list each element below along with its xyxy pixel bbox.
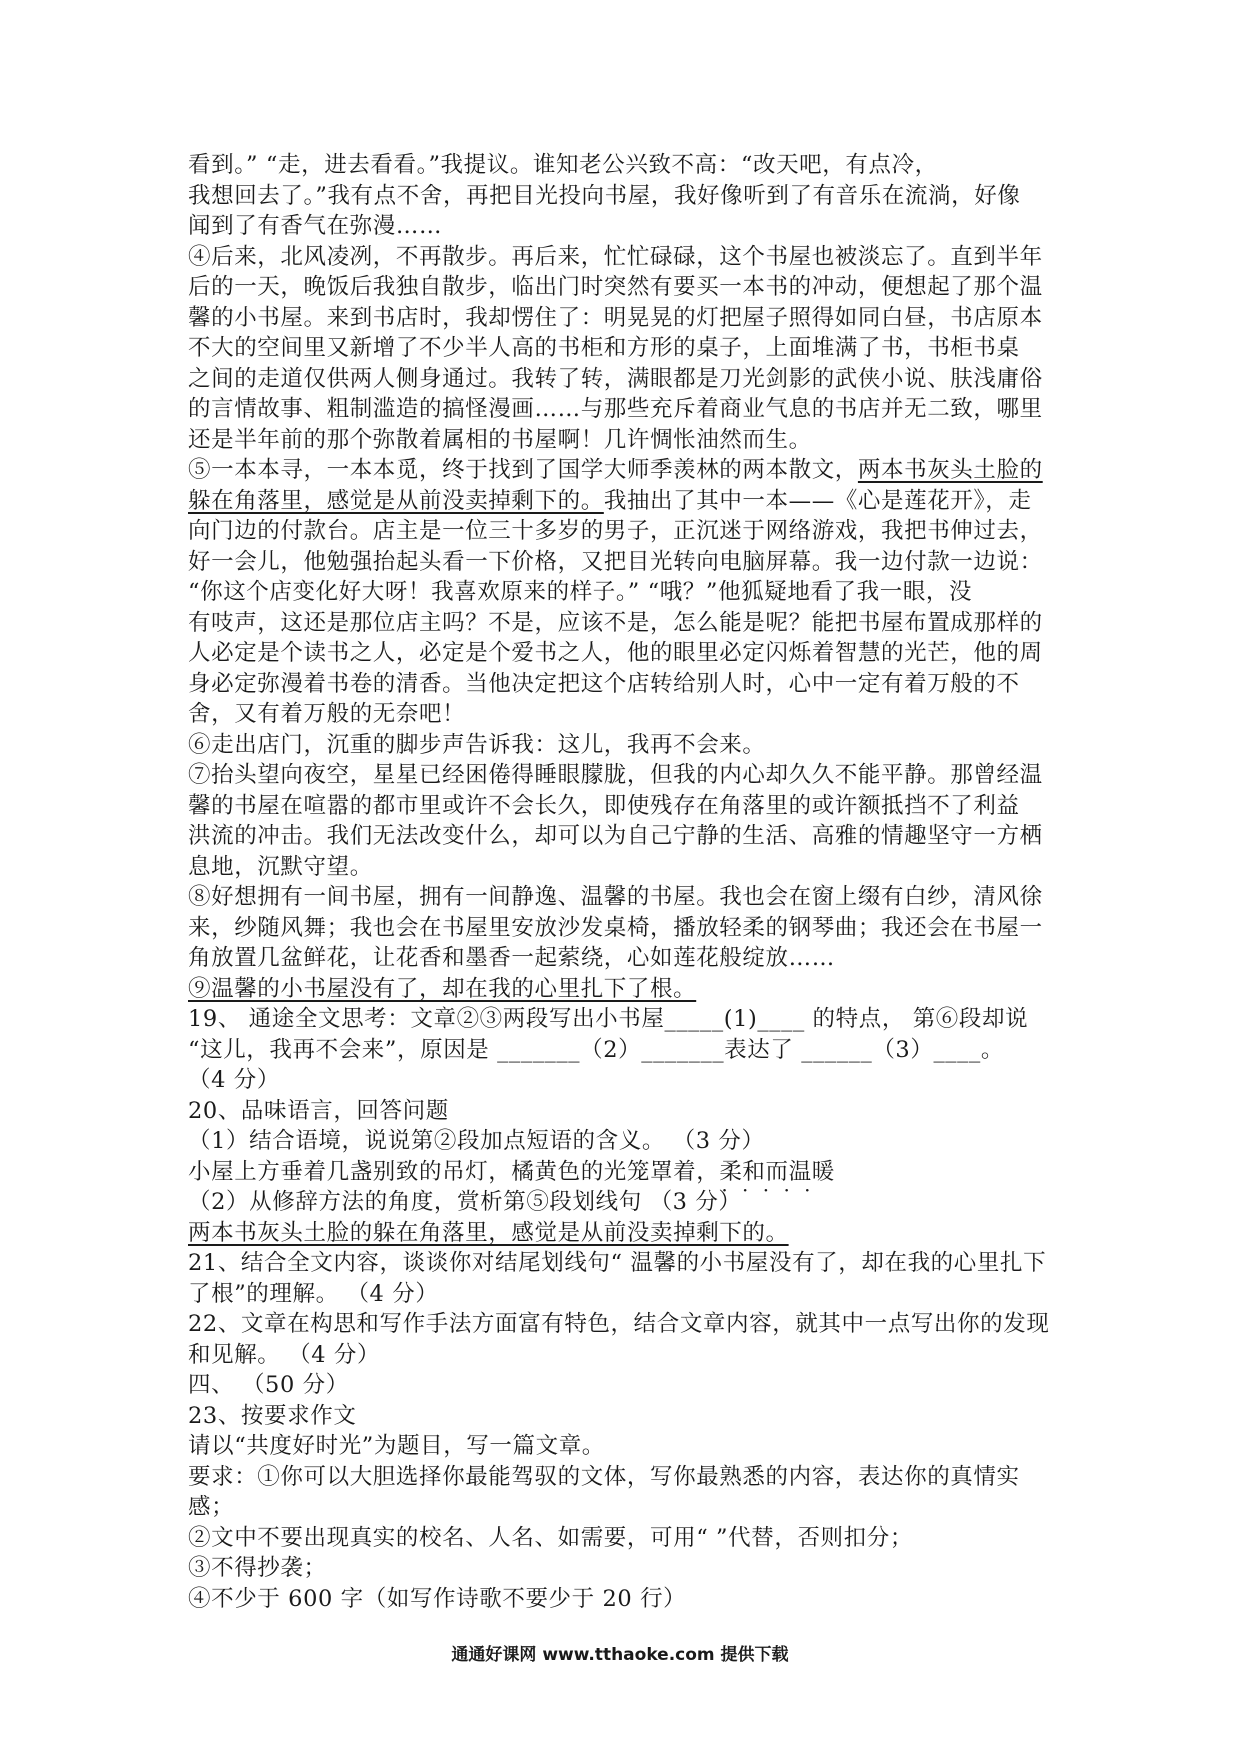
section-4-heading: 四、 （50 分） (188, 1372, 349, 1398)
question-19-score: （4 分） (188, 1067, 280, 1093)
text-line: 看到。” “走，进去看看。”我提议。谁知老公兴致不高：“改天吧，有点冷， (188, 152, 938, 178)
paragraph-5-line (188, 455, 1060, 486)
requirement-1: 要求：①你可以大胆选择你最能驾驭的文体，写你最熟悉的内容，表达你的真情实 (188, 1463, 1020, 1490)
text-line: 来，纱随风舞；我也会在书屋里安放沙发桌椅，播放轻柔的钢琴曲；我还会在书屋一 (188, 914, 1043, 941)
paragraph-8-line: ⑧好想拥有一间书屋，拥有一间静逸、温馨的书屋。我也会在窗上缀有白纱，清风徐 (188, 884, 1043, 910)
text-line: 舍，又有着万般的无奈吧！ (188, 701, 466, 727)
essay-topic: 请以“共度好时光”为题目，写一篇文章。 (188, 1433, 605, 1459)
paragraph-9-line (188, 974, 1060, 1005)
text-span: 我抽出了其中一本——《心是莲花开》，走 (603, 487, 1032, 514)
text-line: 不大的空间里又新增了不少半人高的书柜和方形的桌子，上面堆满了书，书柜书桌 (188, 335, 1020, 361)
text-line (188, 486, 1060, 517)
question-22: 22、文章在构思和写作手法方面富有特色，结合文章内容，就其中一点写出你的发现 (188, 1311, 1050, 1337)
question-20: 20、品味语言，回答问题 (188, 1097, 449, 1124)
requirement-3: ③不得抄袭； (188, 1555, 327, 1581)
requirement-2: ②文中不要出现真实的校名、人名、如需要，可用“ ”代替，否则扣分； (188, 1524, 913, 1551)
question-20-1-quote (188, 1157, 1060, 1188)
text-line: “你这个店变化好大呀！我喜欢原来的样子。” “哦？”他狐疑地看了我一眼，没 (188, 579, 973, 605)
underlined-sentence: 躲在角落里，感觉是从前没卖掉剩下的。 (188, 487, 604, 514)
text-span: 小屋上方垂着几盏别致的吊灯，橘黄色的光笼罩着， (188, 1158, 720, 1185)
paragraph-6-line: ⑥走出店门，沉重的脚步声告诉我：这儿，我再不会来。 (188, 731, 766, 758)
paragraph-7-line: ⑦抬头望向夜空，星星已经困倦得睡眼朦胧，但我的内心却久久不能平静。那曾经温 (188, 762, 1043, 788)
text-line: 洪流的冲击。我们无法改变什么，却可以为自己宁静的生活、高雅的情趣坚守一方栖 (188, 823, 1043, 849)
text-line: 身必定弥漫着书卷的清香。当他决定把这个店转给别人时，心中一定有着万般的不 (188, 670, 1020, 697)
question-19: 19、 通途全文思考：文章②③两段写出小书屋_____(1)____ 的特点， 第⑥段却说 (188, 1006, 1029, 1032)
text-line: 闻到了有香气在弥漫…… (188, 213, 443, 239)
text-line: 后的一天，晚饭后我独自散步，临出门时突然有要买一本书的冲动，便想起了那个温 (188, 274, 1043, 300)
text-line: 人必定是个读书之人，必定是个爱书之人，他的眼里必定闪烁着智慧的光芒，他的周 (188, 640, 1043, 666)
text-line: 好一会儿，他勉强抬起头看一下价格，又把目光转向电脑屏幕。我一边付款一边说： (188, 548, 1043, 575)
question-19-line: “这儿，我再不会来”，原因是 _______（2）_______表达了 ______（3）____。 (188, 1036, 1004, 1063)
question-23: 23、按要求作文 (188, 1402, 357, 1429)
text-line: 我想回去了。”我有点不舍，再把目光投向书屋，我好像听到了有音乐在流淌，好像 (188, 182, 1021, 209)
text-line: 馨的小书屋。来到书店时，我却愣住了：明晃晃的灯把屋子照得如同白昼，书店原本 (188, 304, 1043, 331)
text-line: 馨的书屋在喧嚣的都市里或许不会长久，即使残存在角落里的或许额抵挡不了利益 (188, 792, 1020, 819)
text-line: 之间的走道仅供两人侧身通过。我转了转，满眼都是刀光剑影的武侠小说、肤浅庸俗 (188, 365, 1043, 392)
question-20-1: （1）结合语境，说说第②段加点短语的含义。 （3 分） (188, 1128, 765, 1154)
text-line: 向门边的付款台。店主是一位三十多岁的男子，正沉迷于网络游戏，我把书伸过去， (188, 518, 1043, 544)
paragraph-4-line: ④后来，北风凌冽，不再散步。再后来，忙忙碌碌，这个书屋也被淡忘了。直到半年 (188, 243, 1043, 270)
text-line: 的言情故事、粗制滥造的搞怪漫画……与那些充斥着商业气息的书店并无二致，哪里 (188, 396, 1043, 422)
question-21-line: 了根”的理解。 （4 分） (188, 1280, 439, 1307)
requirement-1-line: 感； (188, 1494, 235, 1520)
question-21: 21、结合全文内容，谈谈你对结尾划线句“ 温馨的小书屋没有了，却在我的心里扎下 (188, 1250, 1047, 1276)
question-22-line: 和见解。 （4 分） (188, 1341, 381, 1368)
text-line: 息地，沉默守望。 (188, 853, 373, 880)
question-20-2-quote (188, 1218, 1060, 1249)
underlined-sentence: 两本书灰头土脸的 (857, 457, 1043, 483)
text-line: 角放置几盆鲜花，让花香和墨香一起萦绕，心如莲花般绽放…… (188, 945, 835, 971)
dotted-phrase: 柔和而温暖 · · (719, 1157, 835, 1188)
text-span: ⑤一本本寻，一本本觅，终于找到了国学大师季羡林的两本散文， (188, 457, 858, 483)
question-20-2: （2）从修辞方法的角度，赏析第⑤段划线句 （3 分） (188, 1189, 742, 1215)
page-footer: 通通好课网 www.tthaoke.com 提供下载 (451, 1645, 789, 1665)
underlined-sentence: ⑨温馨的小书屋没有了，却在我的心里扎下了根。 (188, 975, 697, 1002)
text-line: 有吱声，这还是那位店主吗？不是，应该不是，怎么能是呢？能把书屋布置成那样的 (188, 609, 1043, 636)
requirement-4: ④不少于 600 字（如写作诗歌不要少于 20 行） (188, 1585, 687, 1612)
document-body (188, 150, 1060, 1614)
underlined-sentence: 两本书灰头土脸的躲在角落里，感觉是从前没卖掉剩下的。 (188, 1219, 789, 1246)
text-line: 还是半年前的那个弥散着属相的书屋啊！几许惆怅油然而生。 (188, 426, 812, 453)
